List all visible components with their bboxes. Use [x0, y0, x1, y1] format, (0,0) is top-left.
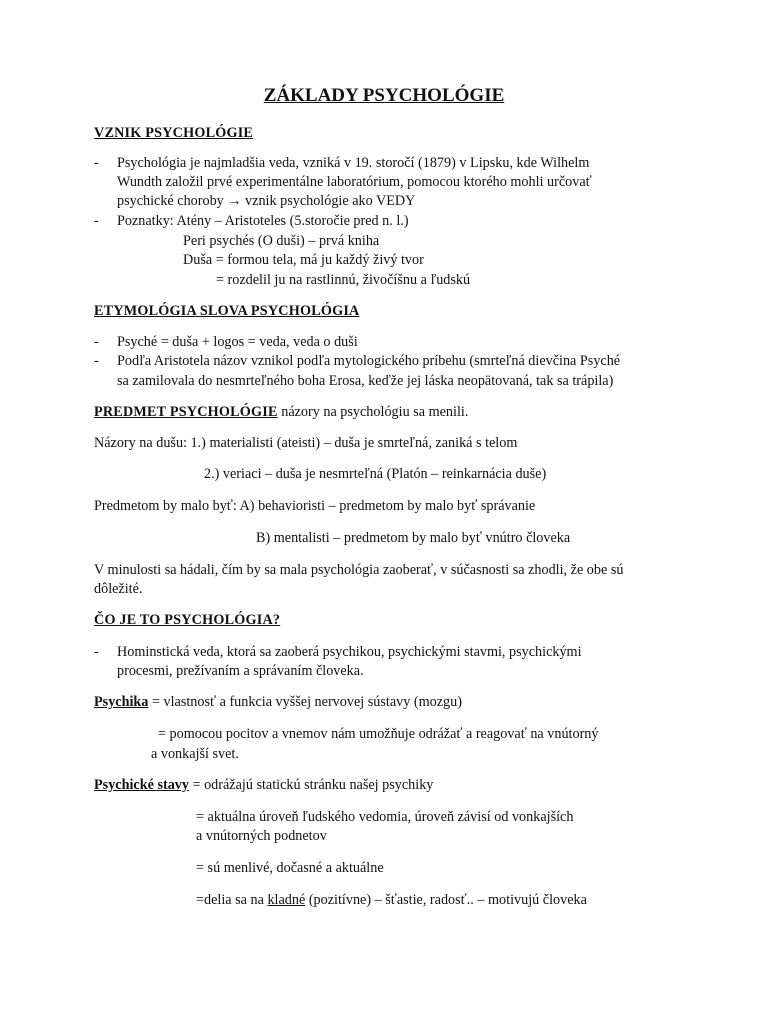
- paragraph-line: Peri psychés (O duši) – prvá kniha: [183, 233, 380, 249]
- text-fragment: (pozitívne) – šťastie, radosť.. – motivujú človeka: [305, 892, 587, 908]
- term-psychika: Psychika: [94, 694, 149, 710]
- paragraph-line: Wundth založil prvé experimentálne laboratórium, pomocou ktorého mohli určovať: [117, 174, 592, 190]
- paragraph-line: Hominstická veda, ktorá sa zaoberá psychikou, psychickými stavmi, psychickými: [117, 644, 582, 660]
- paragraph-line: dôležité.: [94, 581, 143, 597]
- paragraph-line: = pomocou pocitov a vnemov nám umožňuje odrážať a reagovať na vnútorný: [158, 726, 599, 742]
- section-heading-co-je: ČO JE TO PSYCHOLÓGIA?: [94, 612, 281, 628]
- bullet-dash: -: [94, 155, 99, 171]
- definition-psychika: [94, 693, 462, 713]
- definition-text: = vlastnosť a funkcia vyššej nervovej sústavy (mozgu): [148, 694, 462, 710]
- definition-text: = odrážajú statickú stránku našej psychiky: [188, 777, 434, 793]
- paragraph-line: Predmetom by malo byť: A) behavioristi – predmetom by malo byť správanie: [94, 498, 536, 514]
- paragraph-line: = rozdelil ju na rastlinnú, živočíšnu a ľudskú: [216, 272, 471, 288]
- term-psychicke-stavy: Psychické stavy: [94, 777, 189, 793]
- paragraph-line: Poznatky: Atény – Aristoteles (5.storočie pred n. l.): [117, 213, 409, 229]
- underlined-word-kladne: kladné: [267, 892, 306, 908]
- paragraph-line: Duša = formou tela, má ju každý živý tvor: [183, 252, 424, 268]
- bullet-dash: -: [94, 334, 99, 350]
- paragraph-line: a vonkajší svet.: [151, 746, 239, 762]
- paragraph-line: B) mentalisti – predmetom by malo byť vnútro človeka: [256, 530, 571, 546]
- definition-psychicke-stavy: [94, 776, 433, 796]
- paragraph-line: V minulosti sa hádali, čím by sa mala psychológia zaoberať, v súčasnosti sa zhodli, že obe sú: [94, 562, 624, 578]
- text-fragment: =delia sa na: [196, 892, 268, 908]
- bullet-dash: -: [94, 644, 99, 660]
- section-heading-etymologia: ETYMOLÓGIA SLOVA PSYCHOLÓGIA: [94, 303, 360, 319]
- paragraph-line: procesmi, prežívaním a správaním človeka.: [117, 663, 364, 679]
- paragraph-line: = sú menlivé, dočasné a aktuálne: [196, 860, 384, 876]
- section-line-predmet: [94, 403, 468, 423]
- paragraph-line: Psychológia je najmladšia veda, vzniká v 19. storočí (1879) v Lipsku, kde Wilhelm: [117, 155, 590, 171]
- paragraph-line: = aktuálna úroveň ľudského vedomia, úroveň závisí od vonkajších: [196, 809, 574, 825]
- paragraph-line: 2.) veriaci – duša je nesmrteľná (Platón – reinkarnácia duše): [204, 466, 547, 482]
- paragraph-line: [196, 891, 587, 911]
- paragraph-line: sa zamilovala do nesmrteľného boha Erosa, keďže jej láska neopätovaná, tak sa trápila): [117, 373, 614, 389]
- section-heading-predmet: PREDMET PSYCHOLÓGIE: [94, 404, 278, 420]
- heading-remainder: názory na psychológiu sa menili.: [277, 404, 469, 420]
- document-title: ZÁKLADY PSYCHOLÓGIE: [263, 85, 505, 106]
- paragraph-line: Podľa Aristotela názov vznikol podľa mytologického príbehu (smrteľná dievčina Psyché: [117, 353, 621, 369]
- section-heading-vznik: VZNIK PSYCHOLÓGIE: [94, 125, 254, 141]
- paragraph-line: Psyché = duša + logos = veda, veda o duši: [117, 334, 358, 350]
- paragraph-line: a vnútorných podnetov: [196, 828, 327, 844]
- bullet-dash: -: [94, 213, 99, 229]
- paragraph-line: psychické choroby → vznik psychológie ako VEDY: [117, 193, 416, 209]
- bullet-dash: -: [94, 353, 99, 369]
- paragraph-line: Názory na dušu: 1.) materialisti (ateisti) – duša je smrteľná, zaniká s telom: [94, 435, 518, 451]
